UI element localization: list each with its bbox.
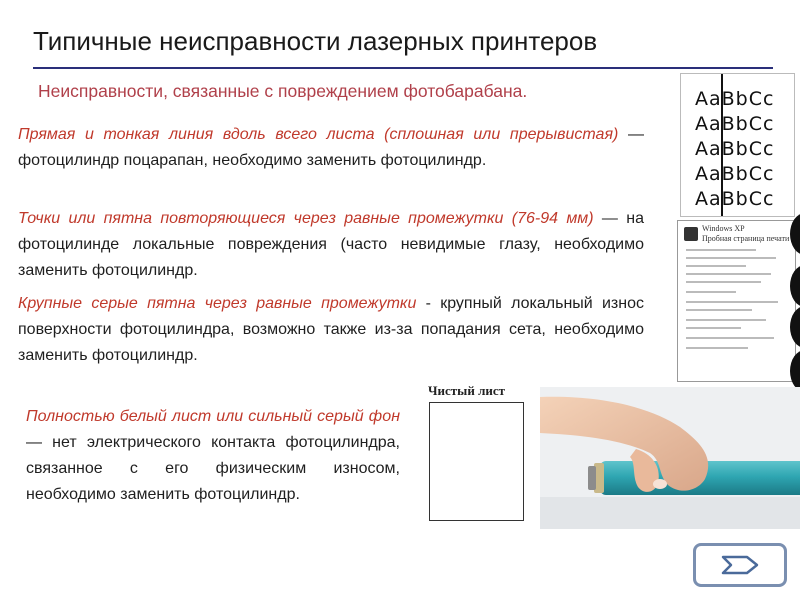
chevron-right-icon xyxy=(721,555,759,575)
sample-text-row: AaBbCc xyxy=(695,163,775,185)
sample-text-row: AaBbCc xyxy=(695,188,775,210)
defect-remedy: - крупный локальный износ поверхности фотоцилиндра, возможно также из-за попадания сета, необходимо заменить фотоцилиндр. xyxy=(18,295,644,364)
sample-text-row: AaBbCc xyxy=(695,88,775,110)
defect-remedy: — нет электрического контакта фотоцилиндра, связанное с его физическим износом, необходимо заменить фотоцилиндр. xyxy=(26,434,400,503)
sample-text-row: AaBbCc xyxy=(695,138,775,160)
defect-paragraph-1 xyxy=(18,122,644,174)
defect-symptom: Точки или пятна повторяющиеся через равные промежутки (76-94 мм) xyxy=(18,210,594,227)
blank-sheet-image xyxy=(429,402,524,521)
defect-symptom: Прямая и тонкая линия вдоль всего листа (сплошная или прерывистая) xyxy=(18,126,619,143)
print-sample-test-page xyxy=(677,220,796,382)
defect-remedy: — фотоцилиндр поцарапан, необходимо заменить фотоцилиндр. xyxy=(18,126,644,169)
print-sample-line-defect xyxy=(680,73,795,217)
defect-remedy: — на фотоцилинде локальные повреждения (часто невидимые глазу, необходимо заменить фотоцилиндр. xyxy=(18,210,644,279)
defect-symptom: Полностью белый лист или сильный серый фон xyxy=(26,408,400,425)
defect-paragraph-4 xyxy=(26,404,400,508)
defect-paragraph-3 xyxy=(18,291,644,369)
title-divider xyxy=(33,67,773,69)
page-title: Типичные неисправности лазерных принтеров xyxy=(33,26,598,56)
defect-paragraph-2 xyxy=(18,206,644,284)
next-slide-button[interactable] xyxy=(693,543,787,587)
drum-photo xyxy=(540,387,800,529)
test-page-title: Windows XP Пробная страница печати xyxy=(702,224,790,243)
section-subtitle: Неисправности, связанные с повреждением фотобарабана. xyxy=(38,81,528,101)
blank-sheet-label: Чистый лист xyxy=(428,383,506,398)
defect-symptom: Крупные серые пятна через равные промежутки xyxy=(18,295,417,312)
sample-text-row: AaBbCc xyxy=(695,113,775,135)
windows-logo-icon xyxy=(684,227,698,241)
